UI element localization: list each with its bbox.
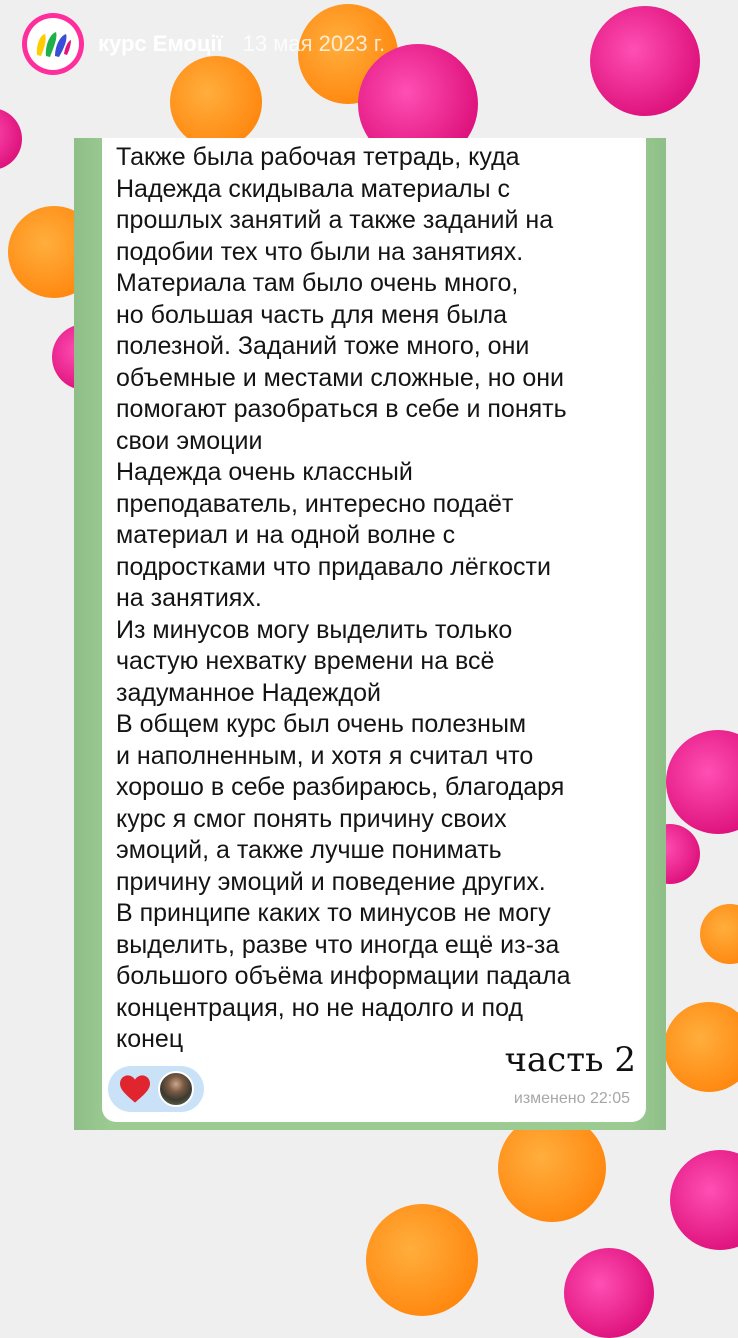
post-date: 13 мая 2023 г. [242,31,386,56]
background-dot [700,904,738,964]
telegram-message-screenshot [74,138,666,1130]
background-dot [0,108,22,170]
channel-logo-icon [27,18,79,70]
background-dot [498,1114,606,1222]
reaction-pill[interactable] [108,1066,204,1112]
background-dot [664,1002,738,1092]
background-dot [564,1248,654,1338]
handwritten-note: часть 2 [504,1040,636,1080]
background-dot [366,1204,478,1316]
story-header [22,12,385,76]
message-bubble [102,138,646,1122]
heart-icon [116,1070,154,1108]
background-dot [670,1150,738,1250]
channel-name[interactable]: курс Емоції [98,31,223,56]
reactor-avatar [158,1071,194,1107]
background-dot [590,6,700,116]
edited-timestamp: изменено 22:05 [513,1090,630,1107]
background-dot [666,730,738,834]
channel-avatar[interactable] [22,13,84,75]
message-text: Также была рабочая тетрадь, куда Надежда скидывала материалы с прошлых занятий а также заданий на подобии тех что были на занятиях. Материала там было очень много, но большая часть для меня была полезной. Заданий тоже много, они объемные и местами сложные, но они помогают разобраться в себе и понять свои эмоции Надежда очень классный преподаватель, интересно подаёт материал и на одной волне с подростками что придавало лёгкости на занятиях. Из минусов могу выделить только частую нехватку времени на всё задуманное Надеждой В общем курс был очень полезным и наполненным, и хотя я считал что хорошо в себе разбираюсь, благодаря курс я смог понять причину своих эмоций, а также лучше понимать причину эмоций и поведение других. В принципе каких то минусов не могу выделить, разве что иногда ещё из-за большого объёма информации падала концентрация, но не надолго и под конец [116,143,571,1053]
